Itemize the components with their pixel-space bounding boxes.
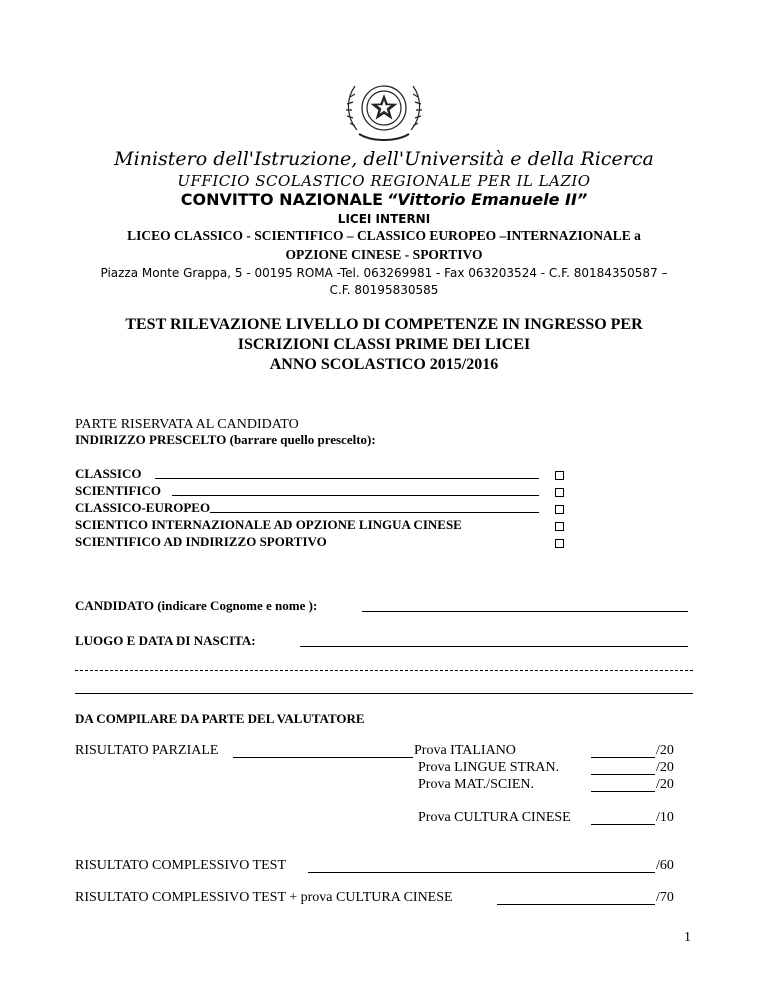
test-matscien-field[interactable] [591, 791, 655, 792]
test-lingue-field[interactable] [591, 774, 655, 775]
option-classico-line [155, 478, 539, 479]
total-result-field[interactable] [308, 872, 655, 873]
option-scientifico-label: SCIENTIFICO [75, 483, 161, 498]
total-chinese-result-label: RISULTATO COMPLESSIVO TEST + prova CULTURA CINESE [75, 890, 453, 905]
address-line-2: C.F. 80195830585 [329, 283, 439, 297]
birth-place-date-label: LUOGO E DATA DI NASCITA: [75, 633, 256, 648]
option-classico-europeo-line [210, 512, 539, 513]
total-result-max: /60 [656, 858, 674, 873]
document-title-line-1: TEST RILEVAZIONE LIVELLO DI COMPETENZE IN INGRESSO PER [125, 316, 643, 333]
option-classico-label: CLASSICO [75, 466, 142, 481]
test-italiano-field[interactable] [591, 757, 655, 758]
test-lingue-max: /20 [656, 760, 674, 775]
option-internazionale-checkbox[interactable] [555, 522, 564, 531]
test-lingue-label: Prova LINGUE STRAN. [418, 760, 560, 775]
test-matscien-max: /20 [656, 777, 674, 792]
document-title-line-3: ANNO SCOLASTICO 2015/2016 [269, 356, 499, 373]
total-chinese-result-field[interactable] [497, 904, 655, 905]
candidate-name-field[interactable] [362, 611, 688, 612]
option-classico-europeo-checkbox[interactable] [555, 505, 564, 514]
total-chinese-result-max: /70 [656, 890, 674, 905]
school-name [0, 190, 768, 210]
indirizzo-heading: INDIRIZZO PRESCELTO (barrare quello prescelto): [75, 432, 376, 447]
test-matscien-label: Prova MAT./SCIEN. [418, 777, 535, 792]
birth-place-date-field[interactable] [300, 646, 688, 647]
candidate-section-heading: PARTE RISERVATA AL CANDIDATO [75, 417, 299, 432]
partial-result-field[interactable] [233, 757, 413, 758]
test-italiano-label: Prova ITALIANO [414, 743, 516, 758]
document-title-line-2: ISCRIZIONI CLASSI PRIME DEI LICEI [237, 336, 531, 353]
option-sportivo-label: SCIENTIFICO AD INDIRIZZO SPORTIVO [75, 534, 327, 549]
partial-result-label: RISULTATO PARZIALE [75, 743, 219, 758]
total-result-label: RISULTATO COMPLESSIVO TEST [75, 858, 286, 873]
option-internazionale-label: SCIENTICO INTERNAZIONALE AD OPZIONE LINGUA CINESE [75, 517, 462, 532]
dashed-separator [75, 670, 693, 671]
school-title: “Vittorio Emanuele II” [387, 190, 588, 209]
option-sportivo-checkbox[interactable] [555, 539, 564, 548]
ministry-name: Ministero dell'Istruzione, dell'Università e della Ricerca [114, 148, 654, 170]
test-cultura-cinese-max: /10 [656, 810, 674, 825]
regional-office: UFFICIO SCOLASTICO REGIONALE PER IL LAZIO [177, 172, 591, 190]
solid-separator [75, 693, 693, 694]
licei-heading: LICEI INTERNI [337, 212, 431, 226]
evaluator-section-heading: DA COMPILARE DA PARTE DEL VALUTATORE [75, 711, 365, 726]
candidate-name-label: CANDIDATO (indicare Cognome e nome ): [75, 598, 318, 613]
option-classico-europeo-label: CLASSICO-EUROPEO [75, 500, 211, 515]
page-number: 1 [684, 930, 691, 945]
italian-republic-emblem-icon [337, 70, 431, 148]
option-classico-checkbox[interactable] [555, 471, 564, 480]
option-scientifico-line [172, 495, 539, 496]
address-line-1: Piazza Monte Grappa, 5 - 00195 ROMA -Tel. 063269981 - Fax 063203524 - C.F. 80184350587 – [100, 266, 668, 280]
school-prefix: CONVITTO NAZIONALE [180, 190, 383, 209]
test-cultura-cinese-label: Prova CULTURA CINESE [418, 810, 571, 825]
licei-list-line-1: LICEO CLASSICO - SCIENTIFICO – CLASSICO EUROPEO –INTERNAZIONALE a [127, 228, 641, 243]
test-italiano-max: /20 [656, 743, 674, 758]
licei-list-line-2: OPZIONE CINESE - SPORTIVO [285, 247, 483, 262]
option-scientifico-checkbox[interactable] [555, 488, 564, 497]
test-cultura-cinese-field[interactable] [591, 824, 655, 825]
